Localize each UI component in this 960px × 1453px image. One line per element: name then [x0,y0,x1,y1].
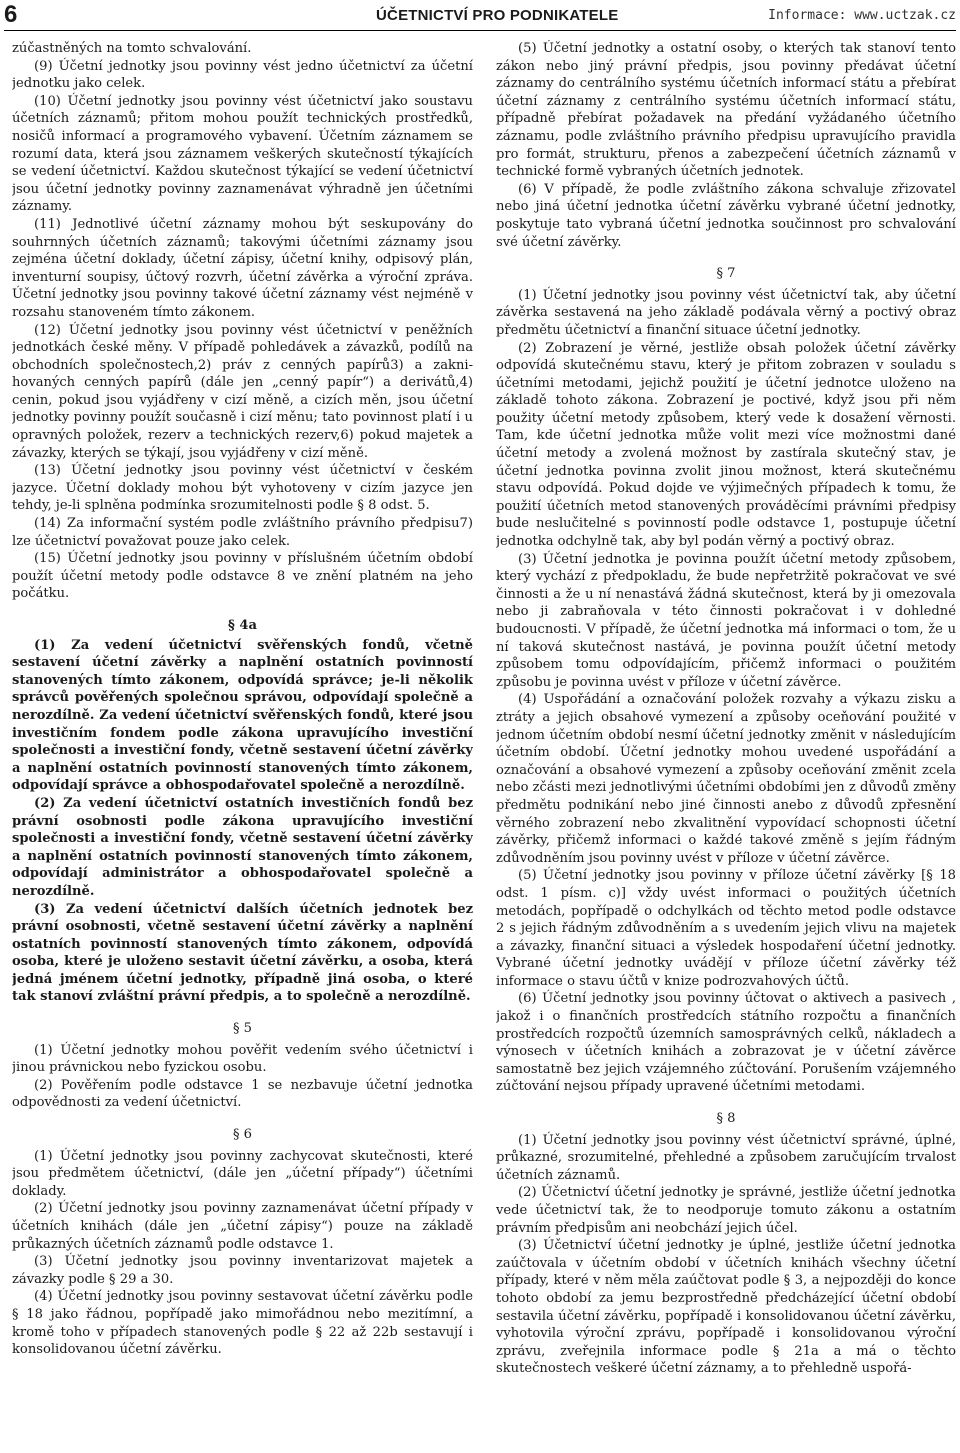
paragraph: (5) Účetní jednotky a ostatní osoby, o kterých tak stanoví tento zákon nebo jiný právní předpis, jsou povinny předávat účetní záznamy do centrálního systému účetních informací státu a přebírat účetní záznamy z centrálního systému účetních informací státu, případně přebírat požadavek na předání vyžádaného účetního záznamu, podle zvláštního právního předpisu upravujícího pravidla pro formát, strukturu, přenos a zabezpečení účetních záznamů v technické formě vybraných účetních jednotek. [496,41,956,180]
magazine-title: ÚČETNICTVÍ PRO PODNIKATELE [376,7,619,24]
paragraph: (5) Účetní jednotky jsou povinny v příloze účetní závěrky [§ 18 odst. 1 písm. c)] vždy uvést informaci o použitých účetních metodách, popřípadě o odchylkách od těchto metod podle odstavce 2 s jejich řádným zdůvodněním a s uvedením jejich vlivu na majetek a závazky, finanční situaci a výsledek hospodaření účetní jednotky. Vybrané účetní jednotky uvádějí v příloze účetní závěrky též informace o stavu účtů v knize podrozvahových účtů. [496,868,956,989]
paragraph: (13) Účetní jednotky jsou povinny vést účetnictví v českém jazyce. Účetní doklady mohou být vyhotoveny v cizím jazyce jen tehdy, je-li splněna podmínka srozumitelnosti podle § 8 odst. 5. [12,463,473,514]
paragraph: (11) Jednotlivé účetní záznamy mohou být seskupovány do souhrnných účetních záznamů; takovými účetními záznamy jsou zejména účetní doklady, účetní zápisy, účetní knihy, odpisový plán, inventurní soupisy, účtový rozvrh, účetní závěrka a výroční zpráva. Účetní jednotky jsou povinny takové účetní záznamy vést nejméně v rozsahu stanoveném tímto zákonem. [12,216,473,320]
paragraph: (3) Za vedení účetnictví dalších účetních jednotek bez právní osobnosti, včetně sestavení účetní závěrky a naplnění ostatních povinností stanovených tímto zákonem, odpovídá osoba, které je uloženo sestavit účetní závěrku, a osoba, která jedná jménem účetní jednotky, případně jiná osoba, o které tak stanoví zvláštní právní předpis, a to společně a nerozdílně. [12,901,473,1005]
section-heading: § 7 [716,266,736,282]
paragraph: (4) Účetní jednotky jsou povinny sestavovat účetní závěrku podle § 18 jako řádnou, popřípadě jako mimořádnou nebo mezitímní, a kromě toho v případech stanovených podle § 22 až 22b sestavují i konsolidovanou účetní závěrku. [12,1289,473,1358]
section-heading: § 5 [232,1021,253,1037]
paragraph: (4) Uspořádání a označování položek rozvahy a výkazu zisku a ztráty a jejich obsahové vymezení a způsoby oceňování použité v jednom účetním období nesmí účetní jednotky změnit v následujícím účetním období. Účetní jednotky mohou uvedené uspořádání a označování a obsahové vymezení a způsoby oceňování změnit zcela nebo zčásti mezi jednotlivými účetními obdobími jen z důvodů změny předmětu podnikání nebo jiné činnosti anebo z důvodů zpřesnění věrného zobrazení nebo zkvalitnění vypovídací schopnosti účetní závěrky, přičemž informaci o každé takové změně s jejím řádným zdůvodněním jsou povinny uvést v příloze v účetní závěrce. [496,692,956,866]
section-heading: § 4a [227,618,257,633]
paragraph: zúčastněných na tomto schvalování. [12,41,252,56]
paragraph: (1) Účetní jednotky jsou povinny zachycovat skutečnosti, které jsou předmětem účetnictví, (dále jen „účetní případy“) účetními doklady. [12,1148,473,1199]
paragraph: (6) Účetní jednotky jsou povinny účtovat o aktivech a pasivech , jakož i o finančních prostředcích státního rozpočtu a finančních prostředcích rozpočtů územních samosprávných celků, nákladech a výnosech v účetních knihách a zobrazovat je v účetní závěrce samostatně bez jejich vzájemného zúčtování. Porušením vzájemného zúčtování nejsou případy upravené účetními metodami. [496,991,956,1095]
paragraph: (15) Účetní jednotky jsou povinny v příslušném účetním období použít účetní metody podle odstavce 8 ve znění platném na jeho počátku. [12,551,473,602]
paragraph: (6) V případě, že podle zvláštního zákona schvaluje zřizovatel nebo jiná účetní jednotka účetní závěrku vybrané účetní jednotky, poskytuje tato vybraná účetní jednotka součinnost pro schvalování své účetní závěrky. [496,181,956,250]
left-column [12,40,473,1453]
paragraph: (3) Účetní jednotka je povinna použít účetní metody způsobem, který vychází z předpokladu, že bude nepřetržitě pokračovat ve své činnosti a že u ní nenastává žádná skutečnost, která by ji omezovala nebo ji zabraňovala v této činnosti pokračovat i v dohledné budoucnosti. V případě, že účetní jednotka má informaci o tom, že u ní taková skutečnost nastává, je povinna použít účetní metody způsobem tomu odpovídajícím, přičemž informaci o použitém způsobu je povinna uvést v příloze v účetní závěrce. [496,551,956,690]
section-heading: § 8 [716,1111,736,1127]
website-info: Informace: www.uctzak.cz [768,8,956,23]
paragraph: (3) Účetnictví účetní jednotky je úplné, jestliže účetní jednotka zaúčtovala v účetním období v účetních knihách všechny účetní případy, které v něm měla zaúčtovat podle § 3, a nejpozději do konce tohoto období za jemu bezprostředně předcházející účetní období sestavila účetní závěrku, popřípadě i konsolidovanou účetní závěrku, vyhotovila výroční zprávu, popřípadě i konsolidovanou výroční zprávu, zveřejnila informace podle § 21a a má o těchto skutečnostech veškeré účetní záznamy, a to přehledně uspořá- [496,1238,956,1377]
paragraph: (1) Účetní jednotky jsou povinny vést účetnictví správné, úplné, průkazné, srozumitelné, přehledné a způsobem zaručujícím trvalost účetních záznamů. [496,1132,956,1183]
paragraph: (3) Účetní jednotky jsou povinny inventarizovat majetek a závazky podle § 29 a 30. [12,1254,473,1287]
paragraph: (1) Za vedení účetnictví svěřenských fondů, včetně sestavení účetní závěrky a naplnění ostatních povinností stanovených tímto zákonem, odpovídá správce; je-li několik správců pověřených společnou správou, odpovídají společně a nerozdílně. Za vedení účetnictví svěřenských fondů, které jsou investičním fondem podle zákona upravujícího investiční společnosti a investiční fondy, včetně sestavení účetní závěrky a naplnění ostatních povinností stanovených tímto zákonem, odpovídají správce a obhospodařovatel společně a nerozdílně. [12,637,473,794]
paragraph: (1) Účetní jednotky mohou pověřit vedením svého účetnictví i jinou právnickou nebo fyzickou osobu. [12,1042,473,1076]
paragraph: (1) Účetní jednotky jsou povinny vést účetnictví tak, aby účetní závěrka sestavená na jeho základě podávala věrný a poctivý obraz předmětu účetnictví a finanční situace účetní jednotky. [496,287,956,338]
header-rule [4,30,956,31]
page-header [0,0,960,34]
paragraph: (2) Zobrazení je věrné, jestliže obsah položek účetní závěrky odpovídá skutečnému stavu, který je přitom zobrazen v souladu s účetními metodami, jejichž použití je účetní jednotce uloženo na základě tohoto zákona. Zobrazení je poctivé, když jsou při něm použity účetní metody způsobem, který vede k dosažení věrnosti. Tam, kde účetní jednotka může volit mezi více možnostmi dané účetní metody a zvolená možnost by zastírala skutečný stav, je účetní jednotka povinna zvolit jinou možnost, která skutečnému stavu odpovídá. Pokud dojde ve výjimečných případech k tomu, že použití účetních metod stanovených prováděcími právními předpisy bude neslučitelné s povinností podle odstavce 1, postupuje účetní jednotka odchylně tak, aby byl podán věrný a poctivý obraz. [496,340,956,550]
paragraph: (2) Pověřením podle odstavce 1 se nezbavuje účetní jednotka odpovědnosti za vedení účetnictví. [12,1077,473,1111]
paragraph: (2) Účetnictví účetní jednotky je správné, jestliže účetní jednotka vede účetnictví tak, že to neodporuje tomuto zákonu a ostatním právním předpisům ani neobchází jejich účel. [496,1185,956,1236]
paragraph: (12) Účetní jednotky jsou povinny vést účetnictví v peněžních jednotkách české měny. V případě pohledávek a závazků, podílů na obchodních společnostech,2) práv z cenných papírů3) a zaknihovaných cenných papírů (dále jen „cenný papír“) a derivátů,4) cenin, pokud jsou vyjádřeny v cizí měně, a cizích měn, jsou účetní jednotky povinny použít současně i cizí měnu; tato povinnost platí i u opravných položek, rezerv a technických rezerv,6) pokud majetek a závazky, kterých se týkají, jsou vyjádřeny v cizí měně. [12,322,473,461]
paragraph: (9) Účetní jednotky jsou povinny vést jedno účetnictví za účetní jednotku jako celek. [12,58,473,92]
paragraph: (14) Za informační systém podle zvláštního právního předpisu7) lze účetnictví považovat pouze jako celek. [12,516,473,549]
paragraph: (10) Účetní jednotky jsou povinny vést účetnictví jako soustavu účetních záznamů; přitom mohou použít technických prostředků, nosičů informací a programového vybavení. Účetním záznamem se rozumí data, která jsou záznamem veškerých skutečností týkajících se vedení účetnictví. Každou skutečnost týkající se vedení účetnictví jsou účetní jednotky povinny zaznamenávat výhradně jen účetními záznamy. [12,93,473,215]
page-number: 6 [4,1,18,28]
paragraph: (2) Účetní jednotky jsou povinny zaznamenávat účetní případy v účetních knihách (dále jen „účetní zápisy“) pouze na základě průkazných účetních záznamů podle odstavce 1. [12,1201,473,1252]
right-column [496,40,956,1453]
paragraph: (2) Za vedení účetnictví ostatních investičních fondů bez právní osobnosti podle zákona upravujícího investiční společnosti a investiční fondy, včetně sestavení účetní závěrky a naplnění ostatních povinností stanovených tímto zákonem, odpovídají administrátor a obhospodařovatel společně a nerozdílně. [12,795,473,899]
section-heading: § 6 [232,1127,253,1143]
